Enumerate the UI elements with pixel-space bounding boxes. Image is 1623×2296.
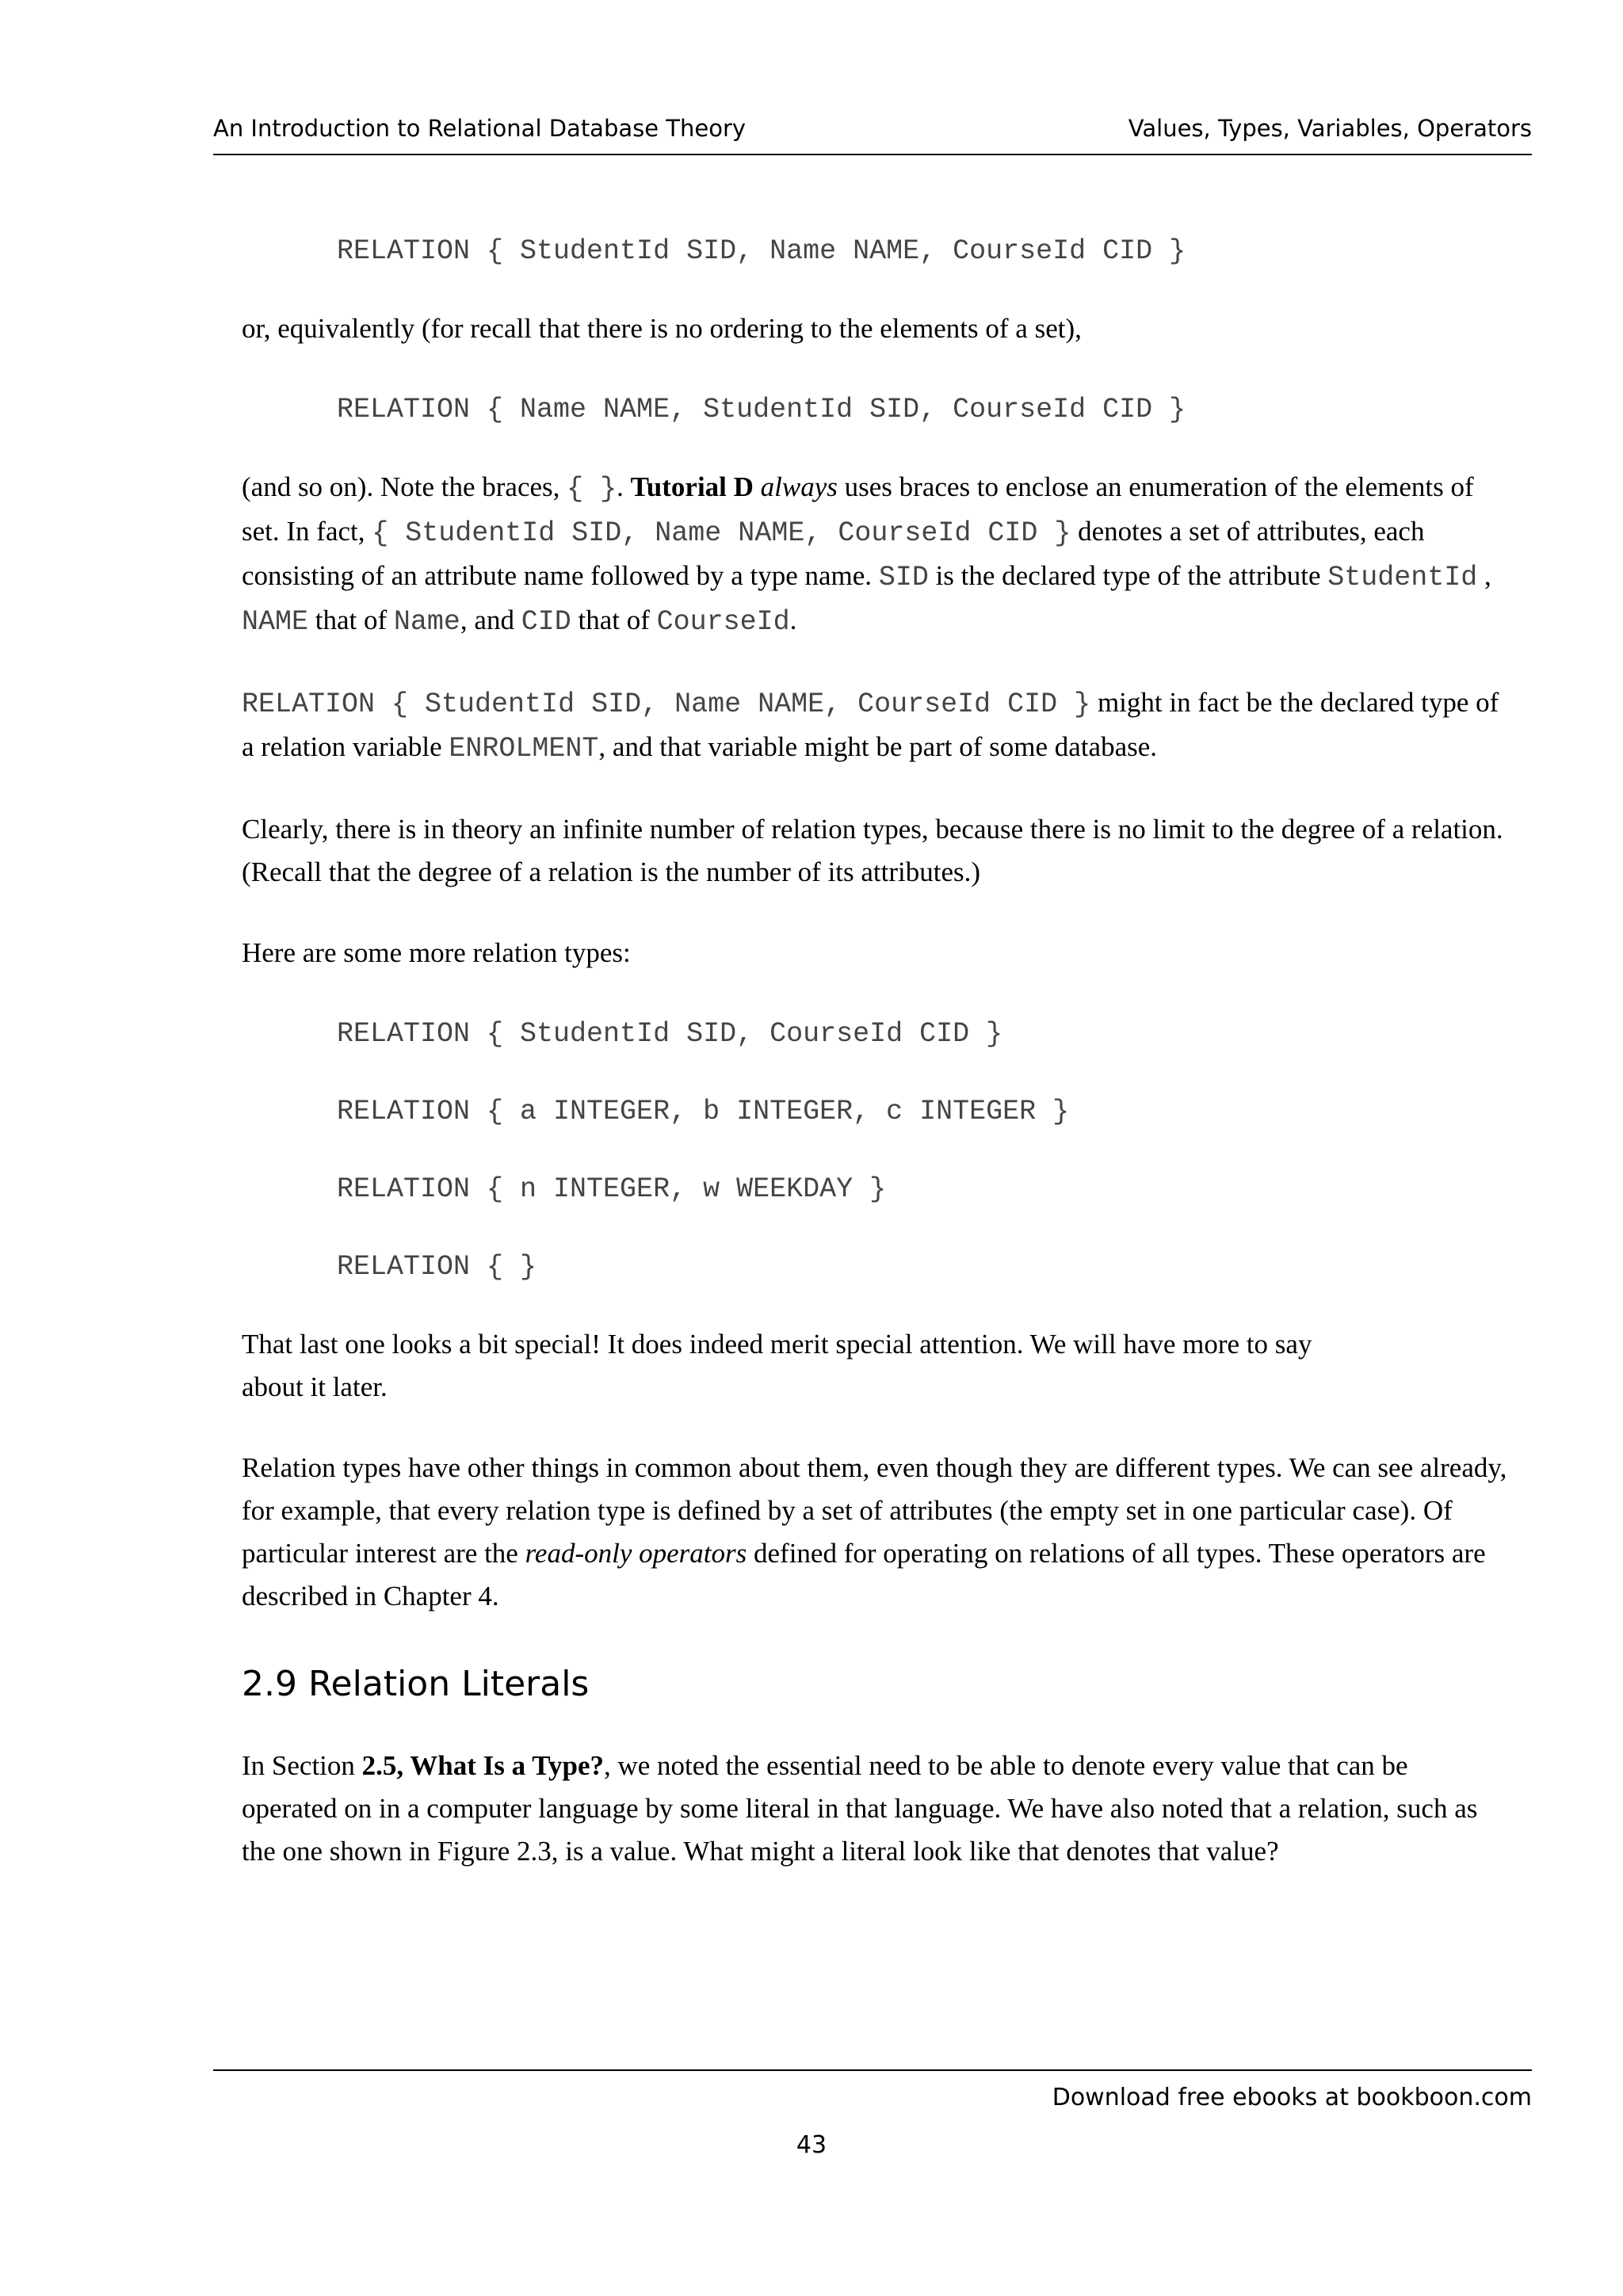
text: that of xyxy=(308,605,394,635)
code-sid: SID xyxy=(878,562,929,593)
paragraph-infinite-types: Clearly, there is in theory an infinite number of relation types, because there is no limit to the degree of a relation. (Recall that the degree of a relation is the number of its attributes.) xyxy=(242,814,1503,887)
code-name-type: NAME xyxy=(242,606,309,638)
text: , and xyxy=(460,605,521,635)
code-enrolment: ENROLMENT xyxy=(449,733,599,765)
code-relation-type-list-item: RELATION { n INTEGER, w WEEKDAY } xyxy=(337,1173,887,1205)
code-relation-type-list-item: RELATION { } xyxy=(337,1251,537,1283)
always-emphasis: always xyxy=(760,471,838,502)
text: is the declared type of the attribute xyxy=(928,560,1328,591)
code-relation-type-1: RELATION { StudentId SID, Name NAME, CourseId CID } xyxy=(337,235,1186,267)
text: That last one looks a bit special! It does indeed merit special attention. We will have more to say xyxy=(242,1329,1312,1360)
tutorial-d-term: Tutorial D xyxy=(630,471,754,502)
running-header xyxy=(213,111,1532,155)
paragraph-enrolment xyxy=(242,681,1510,770)
text: denotes a set of attributes, each consisting of an attribute name followed by a type name. xyxy=(242,516,1425,591)
text: , we noted the essential need to be able to denote every value that can be operated on in a computer language by some literal in that language. We have also noted that a relation, such as the one shown in Figure 2.3, is a value. What might a literal look like that denotes that value? xyxy=(242,1750,1478,1867)
paragraph-relation-literals xyxy=(242,1745,1510,1873)
header-divider xyxy=(213,154,1532,155)
text: that of xyxy=(571,605,657,635)
paragraph-equivalently: or, equivalently (for recall that there is no ordering to the elements of a set), xyxy=(242,313,1082,344)
text: , xyxy=(1477,560,1491,591)
code-relation-type-list-item: RELATION { a INTEGER, b INTEGER, c INTEGER } xyxy=(337,1096,1070,1127)
paragraph-more-types: Here are some more relation types: xyxy=(242,937,631,968)
header-chapter-title: Values, Types, Variables, Operators xyxy=(1128,115,1532,142)
paragraph-common-things xyxy=(242,1447,1510,1618)
text: uses braces to enclose an enumeration of the elements of set. In fact, xyxy=(242,471,1474,547)
text: (and so on). Note the braces, xyxy=(242,471,567,502)
page-body xyxy=(242,230,1510,1911)
read-only-operators-emphasis: read-only operators xyxy=(525,1538,747,1569)
section-reference: 2.5, What Is a Type? xyxy=(361,1750,604,1781)
text: about it later. xyxy=(242,1371,388,1402)
code-attribute-set: { StudentId SID, Name NAME, CourseId CID } xyxy=(372,517,1071,549)
code-braces: { } xyxy=(567,473,617,505)
footer-download-link[interactable]: Download free ebooks at bookboon.com xyxy=(1052,2084,1532,2111)
header-book-title: An Introduction to Relational Database Theory xyxy=(213,115,747,142)
code-courseid: CourseId xyxy=(656,606,790,638)
paragraph-braces xyxy=(242,466,1510,643)
section-heading: 2.9 Relation Literals xyxy=(242,1664,590,1704)
text: Relation types have other things in common about them, even though they are different types. We can see already, for example, that every relation type is defined by a set of attributes (the empty set in one particular case). Of particular interest are the xyxy=(242,1452,1507,1569)
code-relation-type-inline: RELATION { StudentId SID, Name NAME, CourseId CID } xyxy=(242,688,1091,720)
paragraph-last-one xyxy=(242,1323,1510,1409)
code-name-attr: Name xyxy=(393,606,460,638)
text: . xyxy=(617,471,631,502)
text xyxy=(754,471,761,502)
text: In Section xyxy=(242,1750,362,1781)
text: . xyxy=(789,605,797,635)
code-relation-type-list-item: RELATION { StudentId SID, CourseId CID } xyxy=(337,1018,1003,1050)
page-number: 43 xyxy=(796,2131,827,2159)
code-relation-type-2: RELATION { Name NAME, StudentId SID, CourseId CID } xyxy=(337,394,1186,425)
text: , and that variable might be part of some database. xyxy=(598,731,1158,762)
text: defined for operating on relations of all types. These operators are described in Chapter 4. xyxy=(242,1538,1486,1611)
code-studentid: StudentId xyxy=(1327,562,1478,593)
text: might in fact be the declared type of a relation variable xyxy=(242,687,1499,762)
footer-divider xyxy=(213,2069,1532,2071)
code-cid: CID xyxy=(521,606,571,638)
